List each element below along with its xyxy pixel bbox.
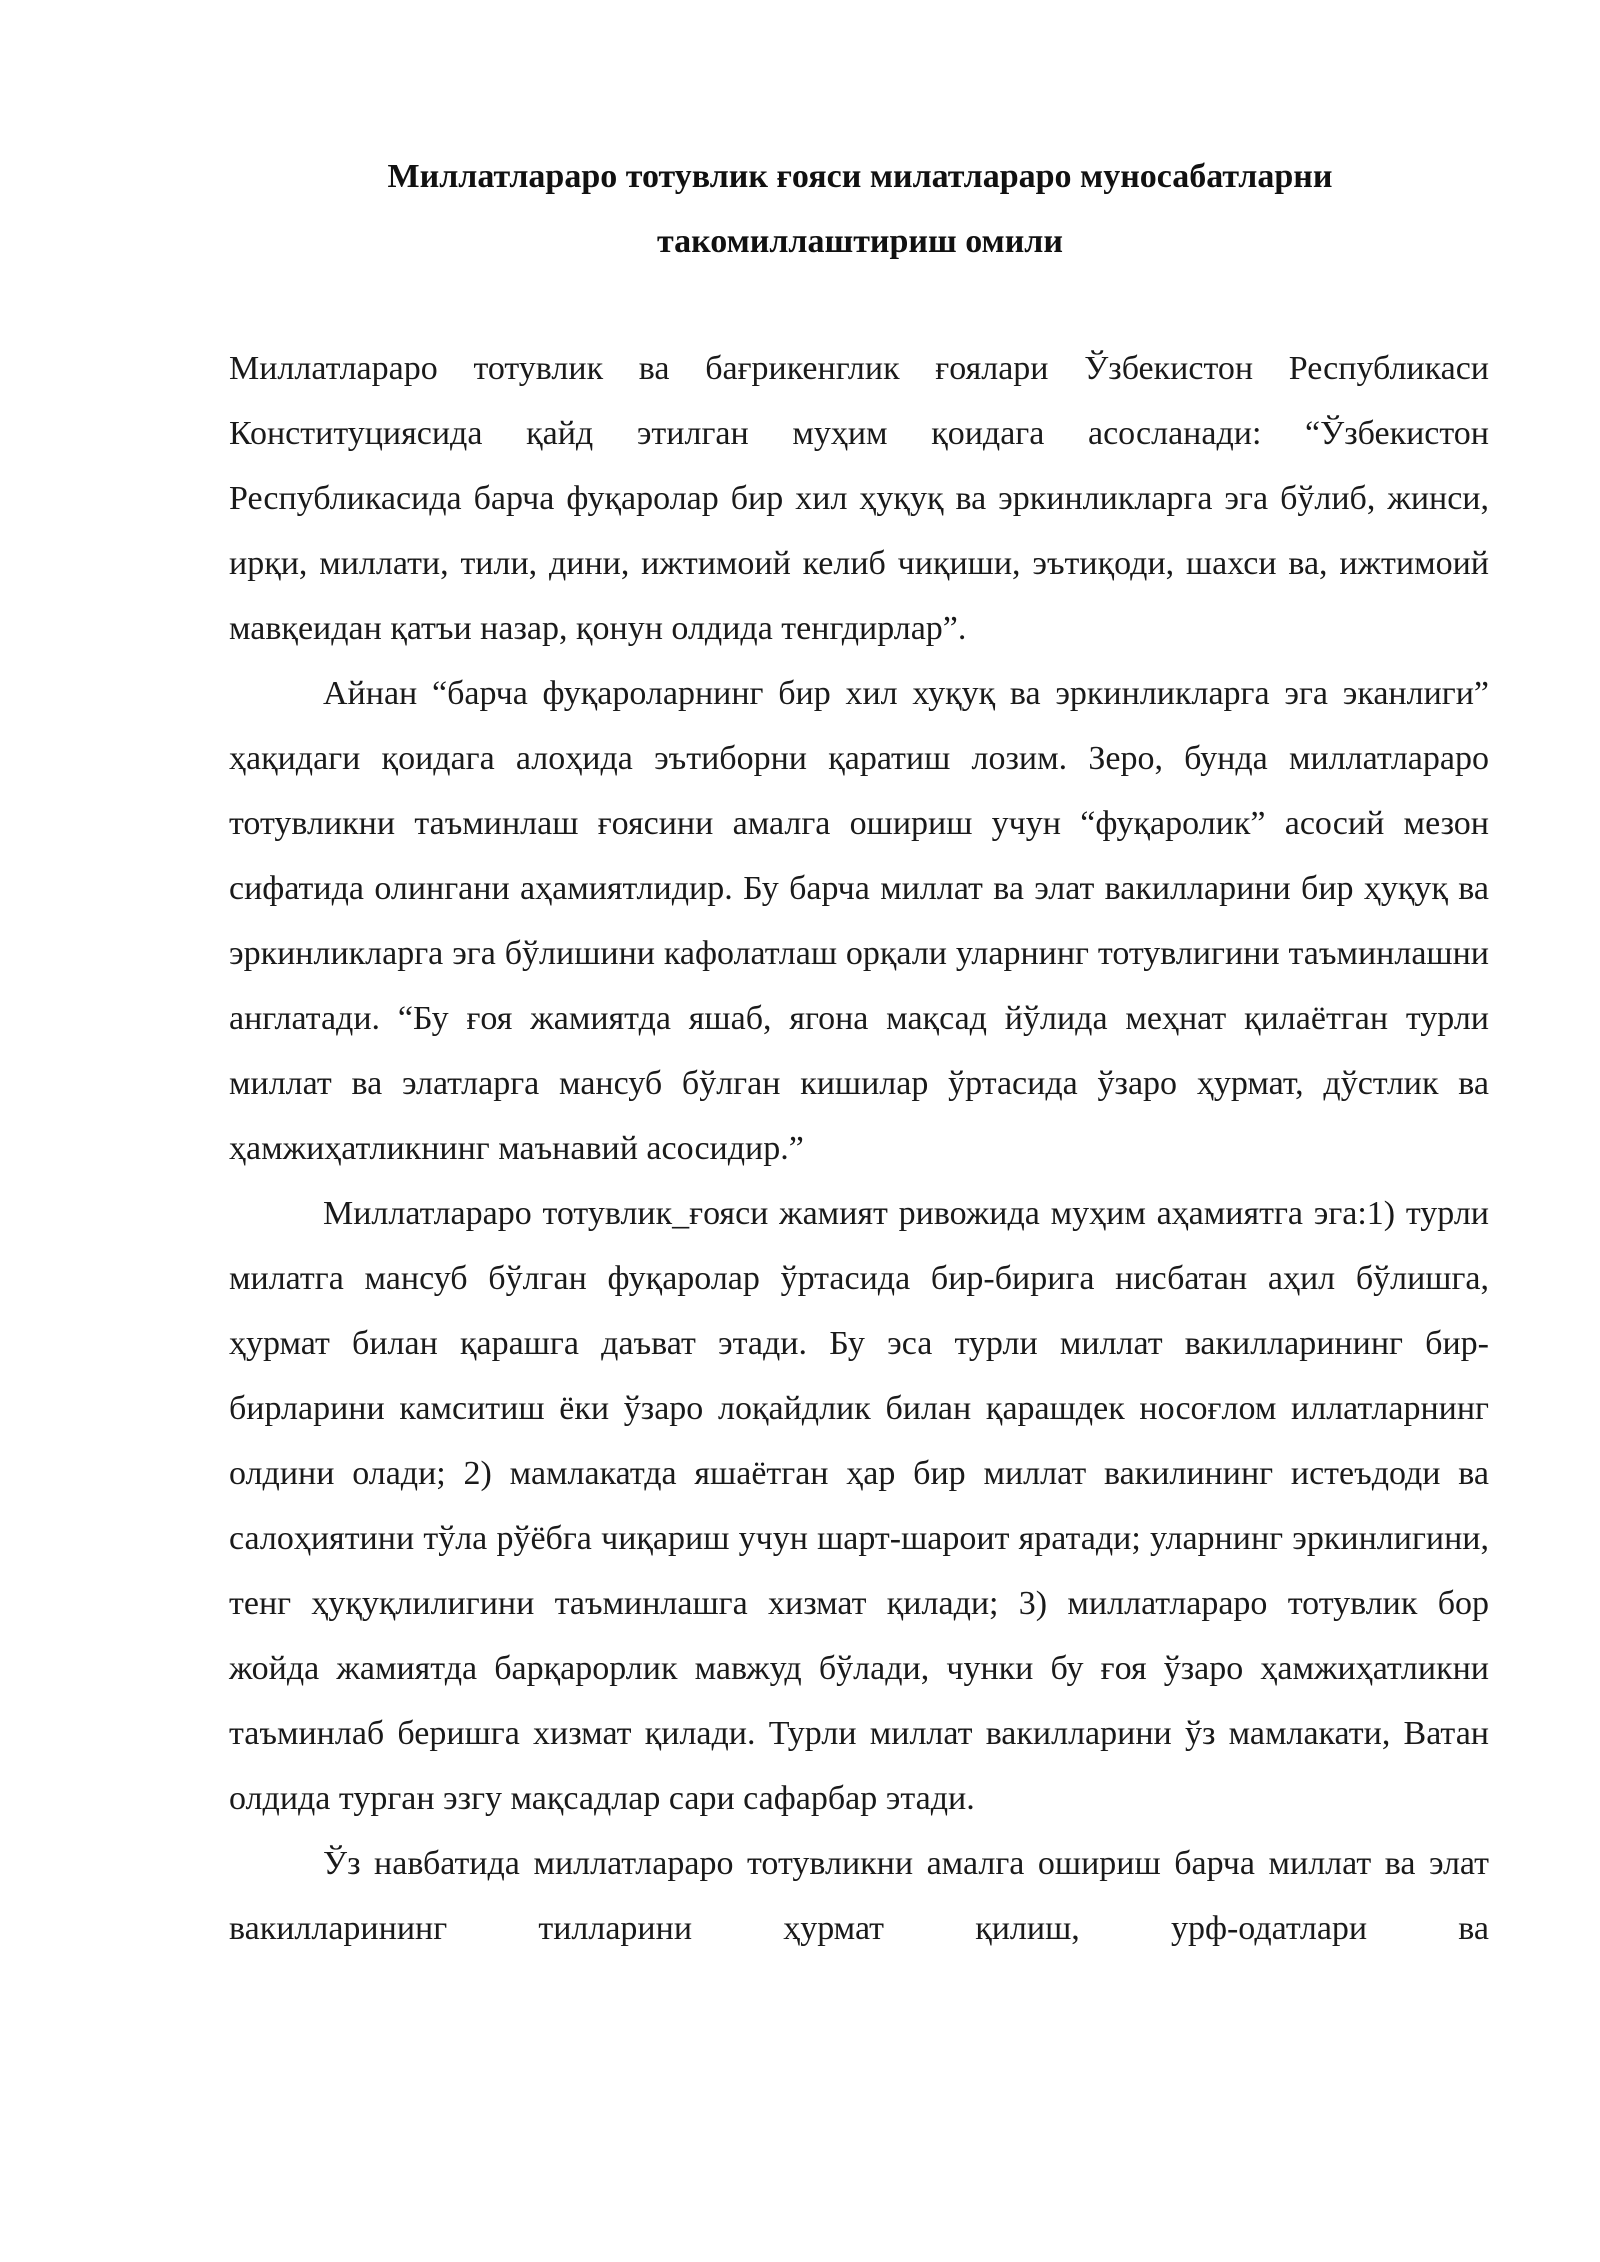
document-body: [229, 336, 1489, 1961]
paragraph-4: Ўз навбатида миллатлараро тотувликни амалга ошириш барча миллат ва элат вакилларининг тилларини ҳурмат қилиш, урф-одатлари ва: [229, 1845, 1489, 1947]
title-line-2: такомиллаштириш омили: [657, 223, 1063, 260]
paragraph-2: Айнан “барча фуқароларнинг бир хил хуқуқ ва эркинликларга эга эканлиги” ҳақидаги қоидага алоҳида эътиборни қаратиш лозим. Зеро, бунда миллатлараро тотувликни таъминлаш ғоясини амалга ошириш учун “фуқаролик” асосий мезон сифатида олингани аҳамиятлидир. Бу барча миллат ва элат вакилларини бир ҳуқуқ ва эркинликларга эга бўлишини кафолатлаш орқали уларнинг тотувлигини таъминлашни англатади. “Бу ғоя жамиятда яшаб, ягона мақсад йўлида меҳнат қилаётган турли миллат ва элатларга мансуб бўлган кишилар ўртасида ўзаро ҳурмат, дўстлик ва ҳамжиҳатликнинг маънавий асосидир.”: [229, 675, 1489, 1167]
paragraph-3: Миллатлараро тотувлик_ғояси жамият ривожида муҳим аҳамиятга эга:1) турли милатга мансуб бўлган фуқаролар ўртасида бир-бирига нисбатан аҳил бўлишга, ҳурмат билан қарашга даъват этади. Бу эса турли миллат вакилларининг бир-бирларини камситиш ёки ўзаро лоқайдлик билан қарашдек носоғлом иллатларнинг олдини олади; 2) мамлакатда яшаётган ҳар бир миллат вакилининг истеъдоди ва салоҳиятини тўла рўёбга чиқариш учун шарт-шароит яратади; уларнинг эркинлигини, тенг ҳуқуқлилигини таъминлашга хизмат қилади; 3) миллатлараро тотувлик бор жойда жамиятда барқарорлик мавжуд бўлади, чунки бу ғоя ўзаро ҳамжиҳатликни таъминлаб беришга хизмат қилади. Турли миллат вакилларини ўз мамлакати, Ватан олдида турган эзгу мақсадлар сари сафарбар этади.: [229, 1195, 1489, 1817]
page-title: [230, 144, 1490, 274]
title-line-1: Миллатлараро тотувлик ғояси милатлараро муносабатларни: [387, 158, 1333, 195]
paragraph-1: Миллатлараро тотувлик ва бағрикенглик ғоялари Ўзбекистон Республикаси Конституциясида қайд этилган муҳим қоидага асосланади: “Ўзбекистон Республикасида барча фуқаролар бир хил ҳуқуқ ва эркинликларга эга бўлиб, жинси, ирқи, миллати, тили, дини, ижтимоий келиб чиқиши, эътиқоди, шахси ва, ижтимоий мавқеидан қатъи назар, қонун олдида тенгдирлар”.: [229, 350, 1489, 647]
